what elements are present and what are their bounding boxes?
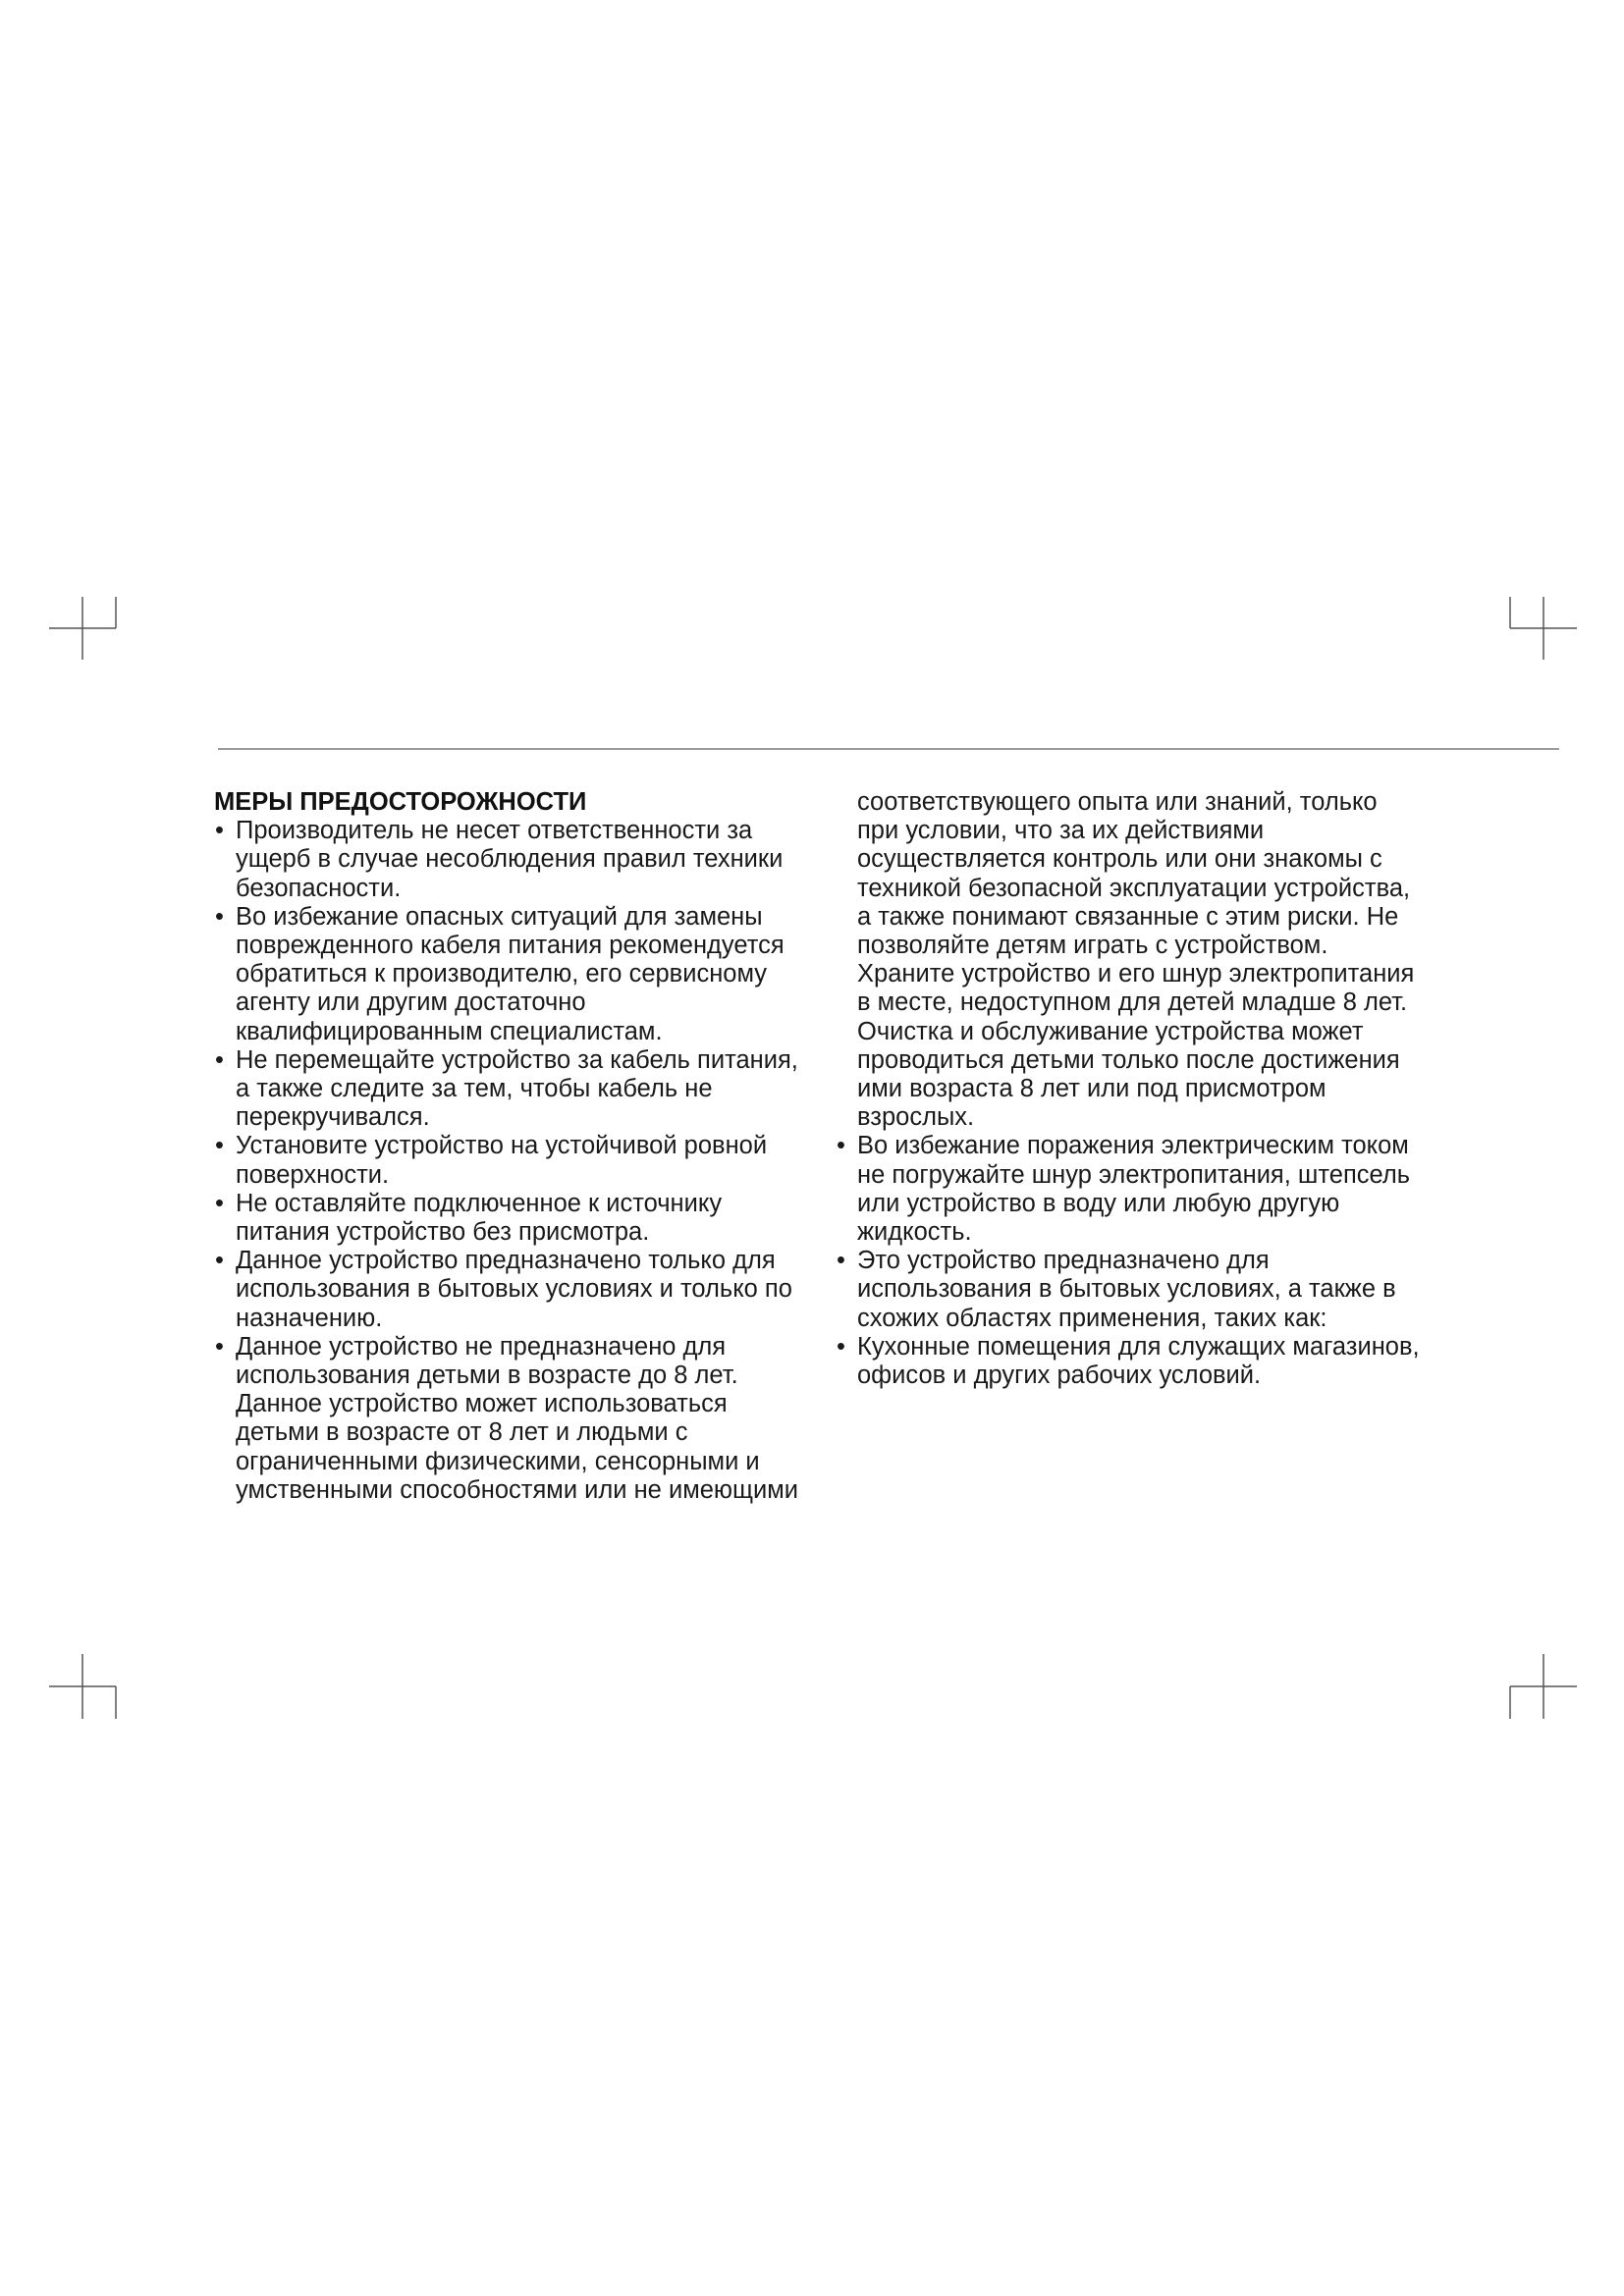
list-item: • Во избежание опасных ситуаций для замены поврежденного кабеля питания рекомендуется обратиться к производителю, его сервисному агенту или другим достаточно квалифицированным специалистам. xyxy=(214,903,803,1046)
list-item: • Кухонные помещения для служащих магазинов, офисов и других рабочих условий. xyxy=(836,1333,1425,1390)
right-column xyxy=(836,788,1425,1390)
continued-paragraph: соответствующего опыта или знаний, только при условии, что за их действиями осуществляется контроль или они знакомы с техникой безопасной эксплуатации устройства, а также понимают связанные с этим риски. Не позволяйте детям играть с устройством. Храните устройство и его шнур электропитания в месте, недоступном для детей младше 8 лет. Очистка и обслуживание устройства может проводиться детьми только после достижения ими возраста 8 лет или под присмотром взрослых. xyxy=(857,788,1415,1132)
list-item: • Не перемещайте устройство за кабель питания, а также следите за тем, чтобы кабель не перекручивался. xyxy=(214,1046,803,1133)
right-bullet-list xyxy=(836,1132,1425,1390)
list-item: • Данное устройство не предназначено для использования детьми в возрасте до 8 лет. Данное устройство может использоваться детьми в возрасте от 8 лет и людьми с ограниченными физическими, сенсорными и умственными способностями или не имеющими xyxy=(214,1333,803,1505)
list-item: • Во избежание поражения электрическим током не погружайте шнур электропитания, штепсель или устройство в воду или любую другую жидкость. xyxy=(836,1132,1425,1247)
section-heading: МЕРЫ ПРЕДОСТОРОЖНОСТИ xyxy=(214,788,587,816)
left-bullet-list xyxy=(214,817,803,1505)
list-item: • Установите устройство на устойчивой ровной поверхности. xyxy=(214,1132,803,1189)
left-column xyxy=(214,788,803,1505)
header-rule xyxy=(218,748,1559,750)
list-item: • Данное устройство предназначено только для использования в бытовых условиях и только по назначению. xyxy=(214,1247,803,1333)
list-item: • Производитель не несет ответственности за ущерб в случае несоблюдения правил техники безопасности. xyxy=(214,817,803,903)
list-item: • Это устройство предназначено для использования в бытовых условиях, а также в схожих областях применения, таких как: xyxy=(836,1247,1425,1333)
list-item: • Не оставляйте подключенное к источнику питания устройство без присмотра. xyxy=(214,1190,803,1247)
